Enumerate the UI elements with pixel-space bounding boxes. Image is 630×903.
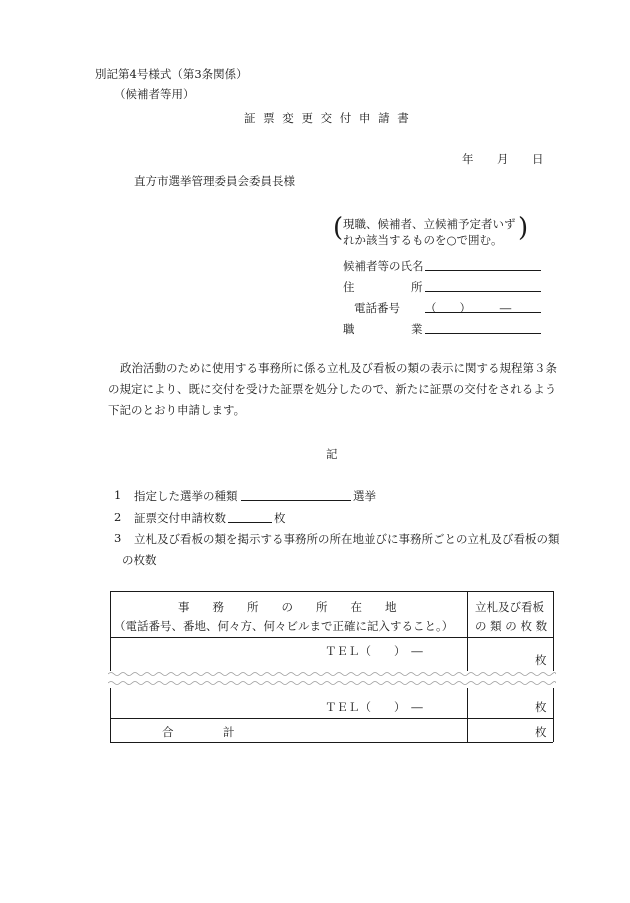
- body-line-1: 政治活動のために使用する事務所に係る立札及び看板の類の表示に関する規程第３条: [120, 361, 557, 375]
- item1-label: 指定した選挙の種類: [134, 489, 238, 503]
- left-bracket-icon: (: [333, 213, 344, 243]
- row1-unit: 枚: [535, 653, 547, 667]
- total-label-a: 合: [162, 725, 174, 739]
- table-top-border: [110, 591, 553, 592]
- applicant-address-label-a: 住: [343, 280, 355, 294]
- item1-suffix: 選挙: [353, 489, 376, 503]
- election-type-field[interactable]: [241, 488, 351, 501]
- status-note-line2: れか該当するものを○で囲む。: [343, 233, 503, 247]
- body-line-3: 下記のとおり申請します。: [108, 403, 246, 417]
- form-reference: 別記第4号様式（第3条関係）: [95, 67, 248, 81]
- page-title: 証 票 変 更 交 付 申 請 書: [244, 111, 411, 125]
- right-bracket-icon: ): [518, 213, 529, 243]
- ki-heading: 記: [326, 447, 338, 461]
- row2-address-cell[interactable]: [111, 689, 466, 701]
- row1-tel: ＴＥＬ（ ） ―: [325, 644, 423, 658]
- total-unit: 枚: [535, 725, 547, 739]
- applicant-job-label-b: 業: [411, 322, 423, 336]
- body-line-2: の規定により、既に交付を受けた証票を処分したので、新たに証票の交付をされるよう: [108, 382, 557, 396]
- applicant-address-label-b: 所: [411, 280, 423, 294]
- item3-line1: 立札及び看板の類を掲示する事務所の所在地並びに事務所ごとの立札及び看板の類: [134, 532, 560, 546]
- table-header-bottom: [110, 637, 553, 638]
- item2-suffix: 枚: [274, 511, 286, 525]
- table-header-sub: （電話番号、番地、何々方、何々ビルまで正確に記入すること。）: [114, 619, 454, 633]
- table-bottom-border: [110, 742, 553, 743]
- applicant-job-field[interactable]: [425, 321, 541, 334]
- applicant-phone-field[interactable]: （ ） ―: [425, 300, 541, 313]
- item2-number: 2: [114, 510, 122, 524]
- item3-number: 3: [114, 531, 122, 545]
- addressee: 直方市選挙管理委員会委員長様: [134, 174, 295, 188]
- total-label-b: 計: [223, 725, 235, 739]
- item3-line2: の枚数: [122, 553, 157, 567]
- table-total-top: [110, 718, 553, 719]
- table-right-border-top: [553, 591, 554, 671]
- table-header-right-1: 立札及び看板: [475, 600, 544, 614]
- row2-tel: ＴＥＬ（ ） ―: [325, 700, 423, 714]
- table-header-right-2: の 類 の 枚 数: [475, 619, 548, 633]
- table-column-divider-top: [467, 591, 468, 671]
- item1-number: 1: [114, 488, 122, 502]
- applicant-phone-label: 電話番号: [354, 301, 400, 315]
- date-day-label: 日: [532, 152, 544, 166]
- applicant-job-label-a: 職: [343, 322, 355, 336]
- row2-unit: 枚: [535, 700, 547, 714]
- form-subtitle: （候補者等用）: [114, 87, 195, 101]
- table-column-divider-bottom: [467, 688, 468, 742]
- applicant-name-field[interactable]: [425, 258, 541, 271]
- table-break-wave: [108, 668, 556, 690]
- table-right-border-bottom: [553, 688, 554, 742]
- applicant-address-field[interactable]: [425, 279, 541, 292]
- certificate-count-field[interactable]: [228, 510, 272, 523]
- applicant-name-label: 候補者等の氏名: [343, 259, 424, 273]
- status-note-line1: 現職、候補者、立候補予定者いず: [343, 217, 516, 231]
- date-year-label: 年: [462, 152, 474, 166]
- date-month-label: 月: [497, 152, 509, 166]
- table-header-main: 事 務 所 の 所 在 地: [178, 600, 397, 614]
- item2-label: 証票交付申請枚数: [134, 511, 226, 525]
